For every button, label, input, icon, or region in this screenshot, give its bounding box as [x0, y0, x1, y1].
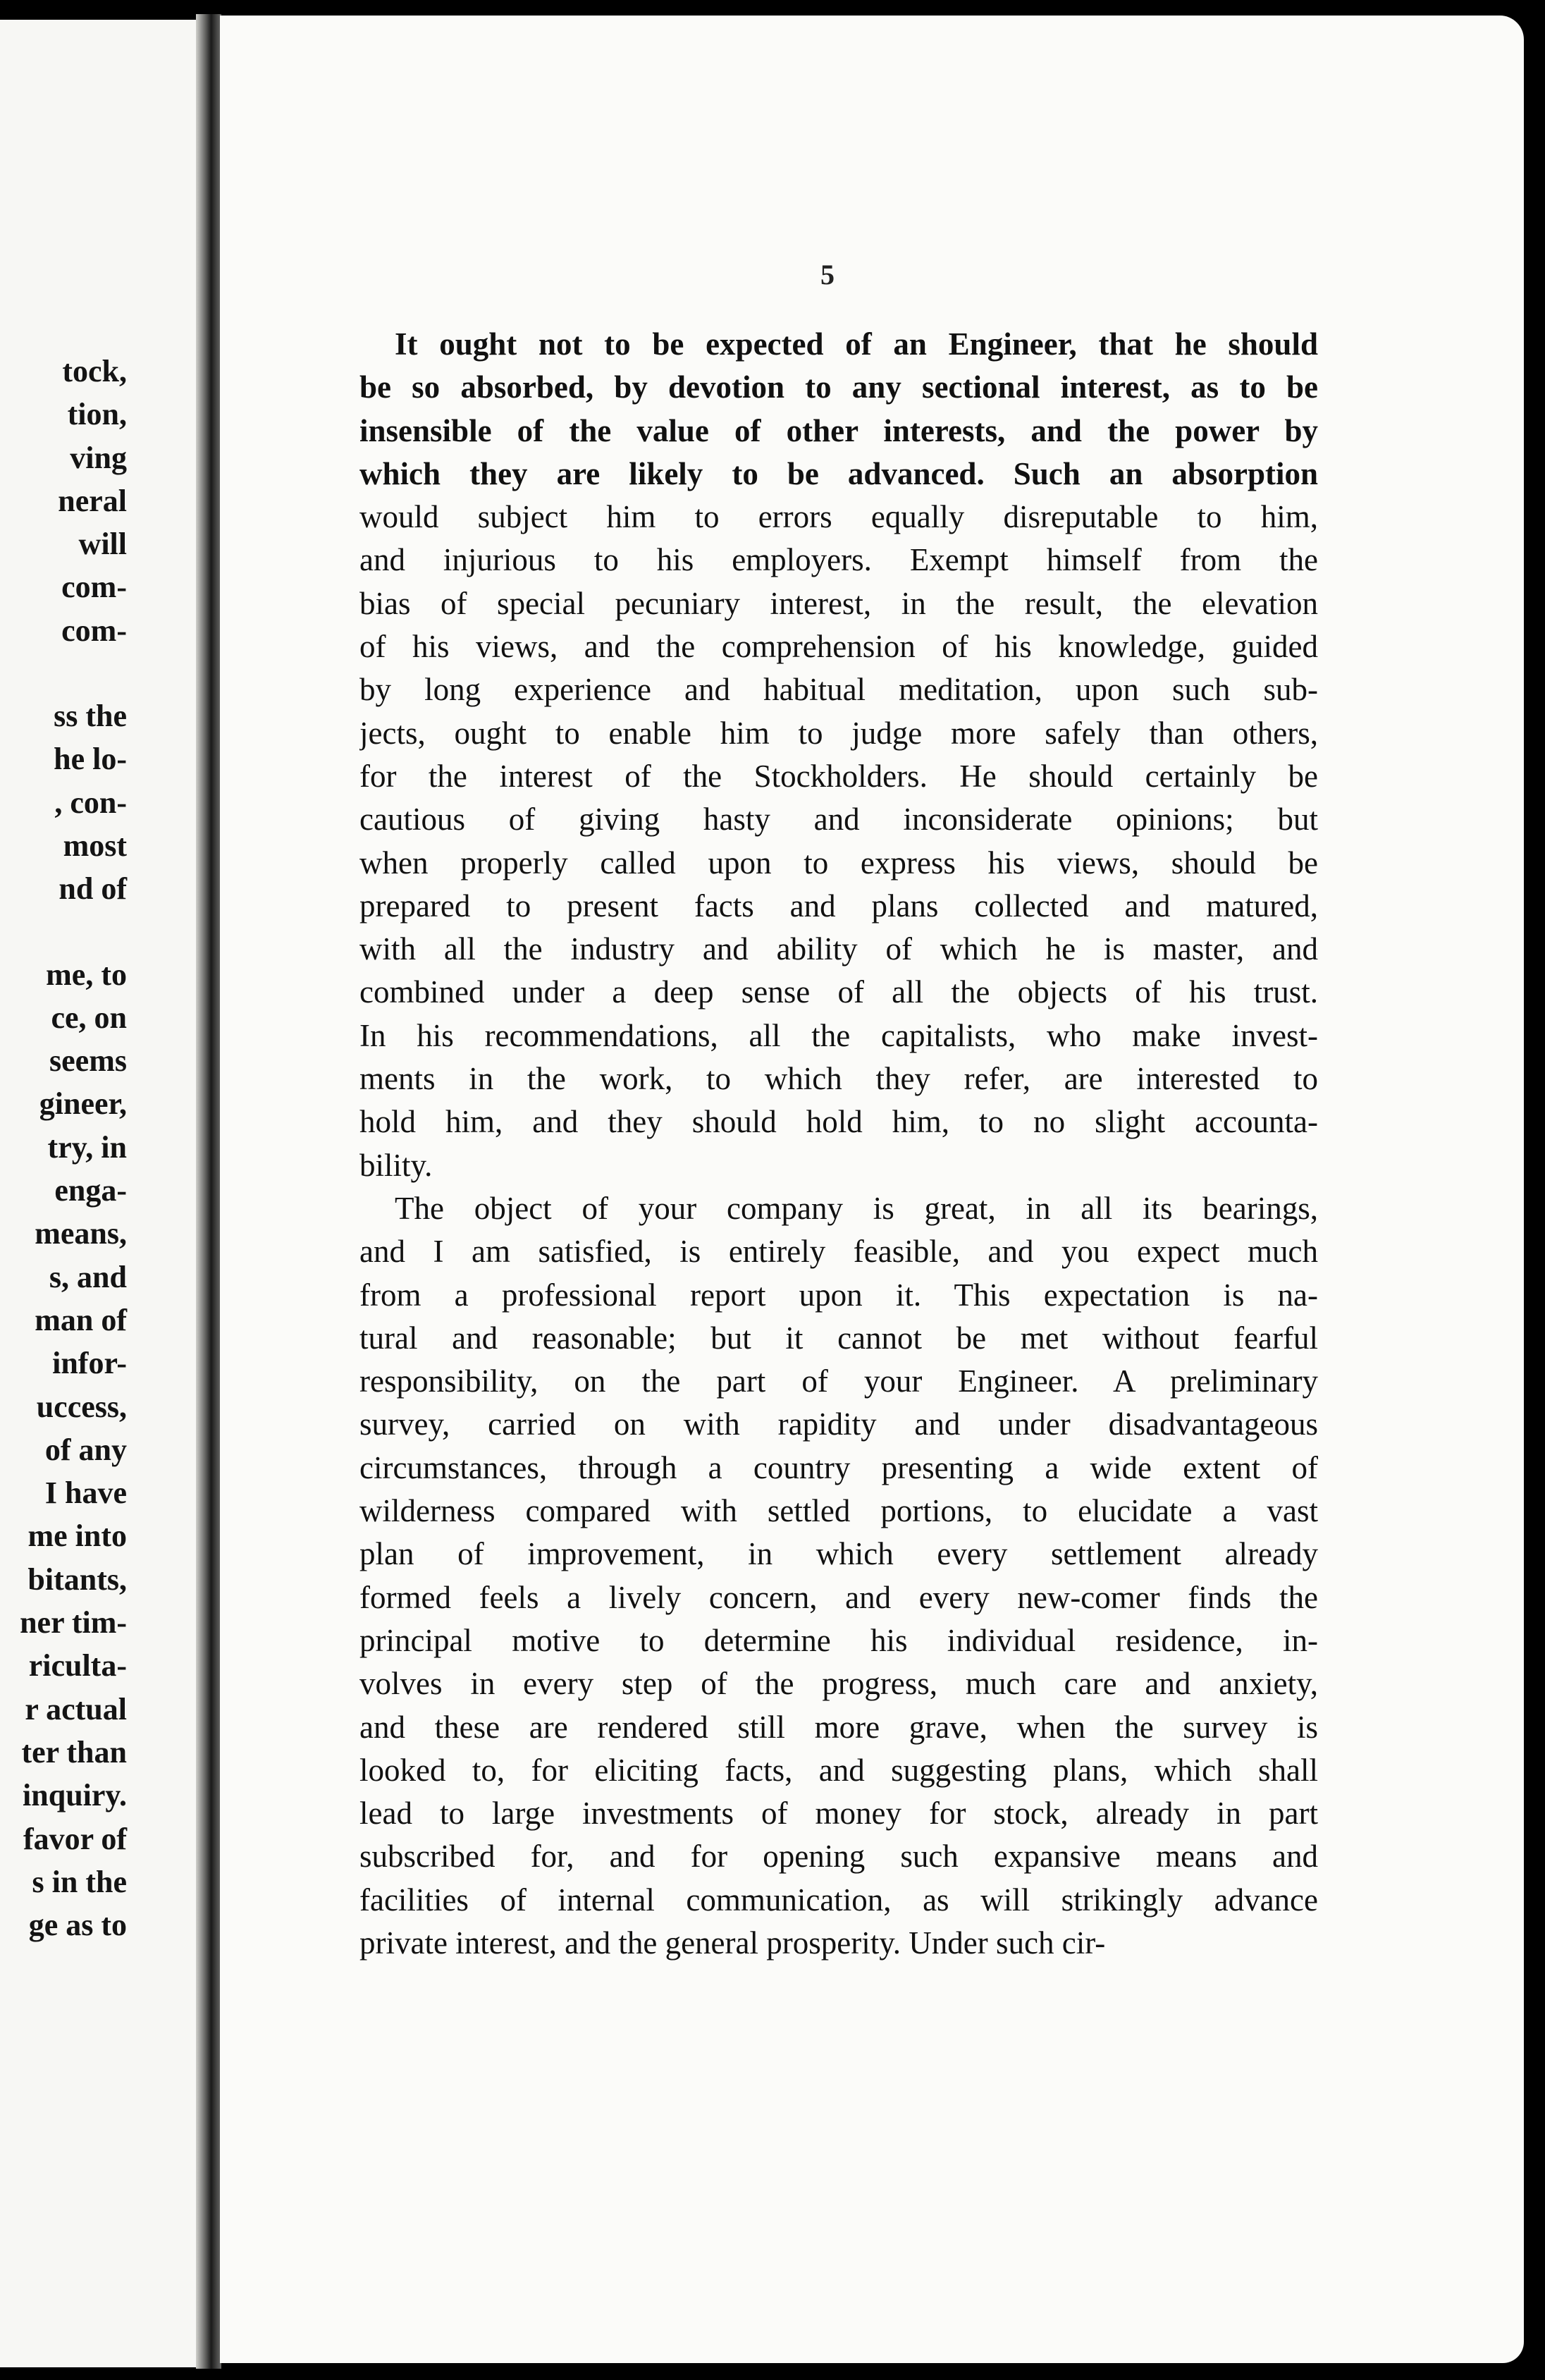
- left-page-fragment: , con-: [54, 785, 127, 820]
- left-page-fragment: inquiry.: [23, 1778, 127, 1813]
- text-line: of his views, and the comprehension of his knowledge, guided: [359, 629, 1318, 665]
- text-line: prepared to present facts and plans collected and matured,: [359, 888, 1318, 924]
- left-page-fragment: com-: [61, 613, 127, 648]
- left-page-text-fragments: [0, 350, 197, 1946]
- left-page-fragment: [0, 911, 197, 953]
- text-line: facilities of internal communication, as will strikingly advance: [359, 1882, 1318, 1918]
- left-page-fragment: favor of: [23, 1821, 127, 1856]
- left-page-fragment: neral: [58, 483, 127, 518]
- text-line: looked to, for eliciting facts, and suggesting plans, which shall: [359, 1752, 1318, 1788]
- text-line: which they are likely to be advanced. Such an absorption: [359, 455, 1318, 491]
- text-line: jects, ought to enable him to judge more safely than others,: [359, 715, 1318, 751]
- left-page-fragment: ter than: [21, 1734, 127, 1769]
- text-line: bias of special pecuniary interest, in the result, the elevation: [359, 585, 1318, 621]
- left-page-fragment: s, and: [49, 1259, 127, 1294]
- left-page-fragment: tock,: [62, 354, 127, 388]
- text-line: insensible of the value of other interests, and the power by: [359, 412, 1318, 448]
- left-page-fragment: me into: [27, 1519, 127, 1554]
- left-page-fragment: com-: [61, 570, 127, 605]
- paragraph: [359, 1187, 1318, 1965]
- left-page-fragment: will: [78, 527, 127, 562]
- left-page-fragment: of any: [44, 1432, 127, 1467]
- left-page-fragment: nd of: [59, 871, 127, 907]
- text-line: The object of your company is great, in all its bearings,: [395, 1190, 1318, 1226]
- left-page-fragment: I have: [44, 1476, 127, 1511]
- left-page-fragment: ving: [70, 440, 127, 475]
- left-page-fragment: tion,: [67, 397, 127, 432]
- text-line: circumstances, through a country presenting a wide extent of: [359, 1449, 1318, 1485]
- left-page-fragment: infor-: [52, 1346, 127, 1381]
- left-page-fragment: ss the: [54, 699, 127, 734]
- text-line: by long experience and habitual meditation, upon such sub-: [359, 672, 1318, 708]
- left-page-fragment: s in the: [32, 1864, 127, 1899]
- text-line: cautious of giving hasty and inconsiderate opinions; but: [359, 802, 1318, 838]
- left-page-fragment: uccess,: [36, 1389, 127, 1424]
- left-page-fragment: bitants,: [27, 1562, 127, 1597]
- text-line: for the interest of the Stockholders. He should certainly be: [359, 758, 1318, 794]
- left-facing-page: [0, 20, 197, 2367]
- text-line: with all the industry and ability of which he is master, and: [359, 931, 1318, 967]
- left-page-fragment: r actual: [25, 1691, 127, 1726]
- left-page-fragment: seems: [49, 1043, 127, 1079]
- left-page-fragment: most: [63, 828, 127, 863]
- text-line: hold him, and they should hold him, to no slight accounta-: [359, 1104, 1318, 1140]
- left-page-fragment: ge as to: [28, 1908, 127, 1943]
- text-line: ments in the work, to which they refer, are interested to: [359, 1061, 1318, 1097]
- text-line: subscribed for, and for opening such expansive means and: [359, 1839, 1318, 1875]
- left-page-fragment: riculta-: [28, 1648, 127, 1683]
- left-page-fragment: ce, on: [51, 1000, 127, 1035]
- text-line: wilderness compared with settled portions, to elucidate a vast: [359, 1493, 1318, 1529]
- left-page-fragment: enga-: [54, 1173, 127, 1208]
- left-page-fragment: means,: [35, 1216, 127, 1251]
- page-body-text: [359, 323, 1318, 1965]
- left-page-fragment: ner tim-: [20, 1605, 127, 1640]
- text-line: formed feels a lively concern, and every new-comer finds the: [359, 1579, 1318, 1615]
- left-page-fragment: man of: [35, 1302, 127, 1337]
- text-line: volves in every step of the progress, much care and anxiety,: [359, 1666, 1318, 1702]
- left-page-fragment: [0, 652, 197, 694]
- text-line: private interest, and the general prosperity. Under such cir-: [359, 1925, 1106, 1961]
- text-line: plan of improvement, in which every settlement already: [359, 1536, 1318, 1572]
- text-line: It ought not to be expected of an Engineer, that he should: [395, 326, 1318, 362]
- left-page-fragment: try, in: [47, 1129, 127, 1165]
- text-line: and these are rendered still more grave, when the survey is: [359, 1709, 1318, 1745]
- text-line: principal motive to determine his individual residence, in-: [359, 1622, 1318, 1658]
- left-page-fragment: gineer,: [39, 1086, 127, 1122]
- text-line: responsibility, on the part of your Engineer. A preliminary: [359, 1363, 1318, 1399]
- text-line: be so absorbed, by devotion to any sectional interest, as to be: [359, 369, 1318, 405]
- text-line: survey, carried on with rapidity and under disadvantageous: [359, 1406, 1318, 1442]
- text-line: would subject him to errors equally disreputable to him,: [359, 499, 1318, 535]
- text-line: tural and reasonable; but it cannot be met without fearful: [359, 1320, 1318, 1356]
- text-line: lead to large investments of money for stock, already in part: [359, 1796, 1318, 1832]
- text-line: bility.: [359, 1147, 433, 1183]
- left-page-fragment: me, to: [46, 957, 127, 992]
- text-line: and injurious to his employers. Exempt himself from the: [359, 542, 1318, 578]
- text-line: combined under a deep sense of all the objects of his trust.: [359, 974, 1318, 1010]
- text-line: and I am satisfied, is entirely feasible, and you expect much: [359, 1234, 1318, 1270]
- left-page-fragment: he lo-: [54, 742, 127, 777]
- book-gutter: [196, 14, 221, 2369]
- paragraph: [359, 323, 1318, 1187]
- text-line: In his recommendations, all the capitalists, who make invest-: [359, 1017, 1318, 1053]
- page-number: 5: [820, 259, 835, 290]
- text-line: from a professional report upon it. This expectation is na-: [359, 1277, 1318, 1313]
- text-line: when properly called upon to express his views, should be: [359, 845, 1318, 881]
